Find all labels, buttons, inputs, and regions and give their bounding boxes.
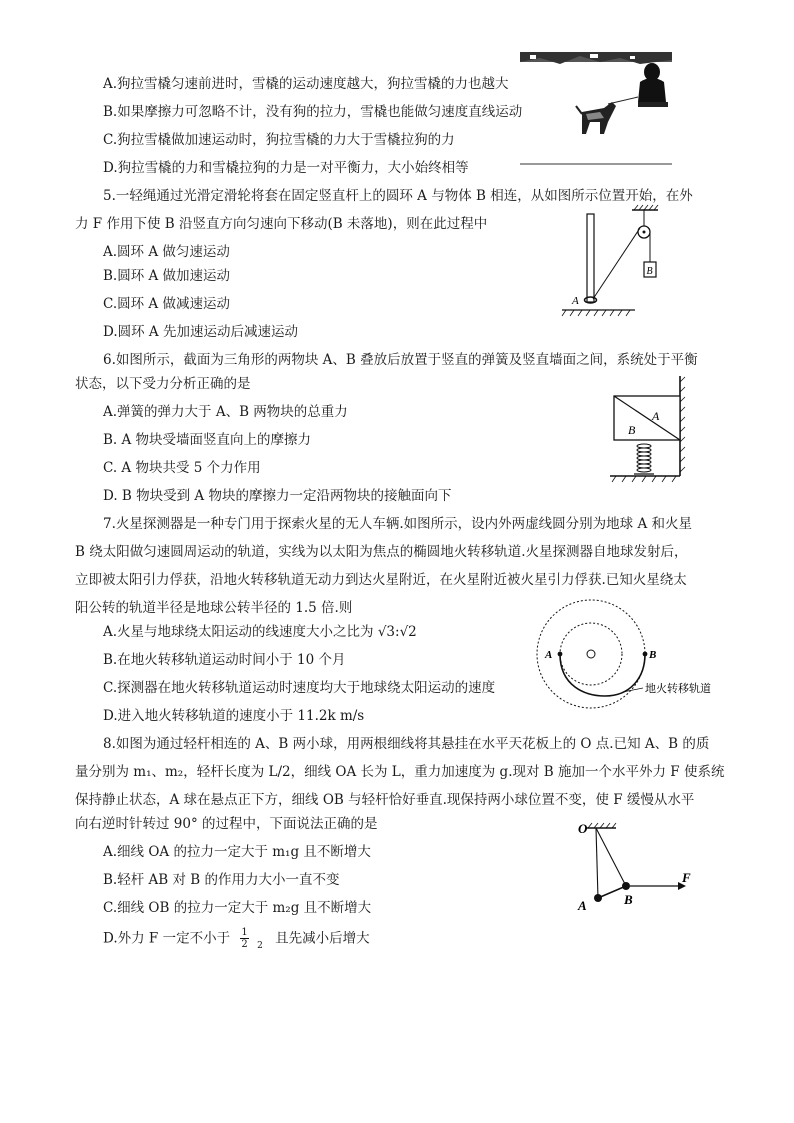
- pulley-label-a: A: [572, 295, 579, 307]
- fraction: [240, 928, 248, 950]
- q7-stem-line3: 立即被太阳引力俘获，沿地火转移轨道无动力到达火星附近，在火星附近被火星引力俘获.已知火星绕太: [75, 572, 687, 588]
- q5-stem-line2: 力 F 作用下使 B 沿竖直方向匀速向下移动(B 未落地)，则在此过程中: [75, 216, 488, 232]
- q8-stem-line1: 8.如图为通过轻杆相连的 A、B 两小球，用两根细线将其悬挂在水平天花板上的 O 点.已知 A、B 的质: [103, 736, 710, 752]
- q8-stem-line2: 量分别为 m₁、m₂，轻杆长度为 L/2，细线 OA 长为 L，重力加速度为 g.现对 B 施加一个水平外力 F 使系统: [75, 764, 725, 780]
- dog-sled-figure: [520, 52, 672, 142]
- q6-option-d: D. B 物块受到 A 物块的摩擦力一定沿两物块的接触面向下: [103, 488, 452, 504]
- q5-option-b: B.圆环 A 做加速运动: [103, 268, 231, 284]
- q5-option-d: D.圆环 A 先加速运动后减速运动: [103, 324, 298, 340]
- q7-stem-line4: 阳公转的轨道半径是地球公转半径的 1.5 倍.则: [75, 600, 353, 616]
- q8-option-d: [103, 928, 370, 951]
- q6-option-c: C. A 物块共受 5 个力作用: [103, 460, 261, 476]
- q8-option-d-before: D.外力 F 一定不小于: [103, 930, 231, 947]
- q8-stem-line3: 保持静止状态，A 球在悬点正下方，细线 OB 与轻杆恰好垂直.现保持两小球位置不变，使 F 缓慢从水平: [75, 792, 695, 808]
- q7-stem-line2: B 绕太阳做匀速圆周运动的轨道，实线为以太阳为焦点的椭圆地火转移轨道.火星探测器自地球发射后，: [75, 544, 688, 560]
- q4-option-d: D.狗拉雪橇的力和雪橇拉狗的力是一对平衡力，大小始终相等: [103, 160, 469, 176]
- q4-option-b: B.如果摩擦力可忽略不计，没有狗的拉力，雪橇也能做匀速度直线运动: [103, 104, 523, 120]
- orbit-figure: [535, 598, 730, 730]
- subscript: 2: [257, 940, 263, 951]
- q8-option-d-after: 且先减小后增大: [275, 930, 370, 947]
- rod-label-f: F: [682, 870, 691, 885]
- spring-blocks-figure: [608, 374, 688, 486]
- pulley-label-b: B: [646, 266, 653, 277]
- q6-option-a: A.弹簧的弹力大于 A、B 两物块的总重力: [103, 404, 348, 420]
- rod-label-b: B: [624, 892, 633, 907]
- pulley-figure: [560, 200, 685, 322]
- q8-option-c: C.细线 OB 的拉力一定大于 m₂g 且不断增大: [103, 900, 372, 916]
- q4-option-c: C.狗拉雪橇做加速运动时，狗拉雪橇的力大于雪橇拉狗的力: [103, 132, 455, 148]
- fraction-numerator: 1: [241, 927, 248, 938]
- q8-option-a: A.细线 OA 的拉力一定大于 m₁g 且不断增大: [103, 844, 371, 860]
- q8-stem-line4: 向右逆时针转过 90° 的过程中，下面说法正确的是: [75, 816, 378, 832]
- rod-balls-figure: [570, 816, 700, 916]
- q6-stem-line2: 状态，以下受力分析正确的是: [75, 376, 251, 392]
- q4-option-a: A.狗拉雪橇匀速前进时，雪橇的运动速度越大，狗拉雪橇的力也越大: [103, 76, 509, 92]
- q7-stem-line1: 7.火星探测器是一种专门用于探索火星的无人车辆.如图所示，设内外两虚线圆分别为地球 A 和火星: [103, 516, 693, 532]
- q7-option-a: A.火星与地球绕太阳运动的线速度大小之比为 √3:√2: [103, 624, 417, 640]
- q6-stem-line1: 6.如图所示，截面为三角形的两物块 A、B 叠放后放置于竖直的弹簧及竖直墙面之间，系统处于平衡: [103, 352, 698, 368]
- q5-option-a: A.圆环 A 做匀速运动: [103, 244, 230, 260]
- orbit-transfer-label: 地火转移轨道: [645, 682, 711, 695]
- q7-option-c: C.探测器在地火转移轨道运动时速度均大于地球绕太阳运动的速度: [103, 680, 496, 696]
- orbit-label-b: B: [649, 649, 657, 661]
- q8-option-b: B.轻杆 AB 对 B 的作用力大小一直不变: [103, 872, 340, 888]
- rod-label-o: O: [578, 821, 588, 836]
- q6-option-b: B. A 物块受墙面竖直向上的摩擦力: [103, 432, 312, 448]
- block-label-b: B: [628, 423, 636, 437]
- q5-stem-line1: 5.一轻绳通过光滑定滑轮将套在固定竖直杆上的圆环 A 与物体 B 相连，从如图所示位置开始，在外: [103, 188, 693, 204]
- q5-option-c: C.圆环 A 做减速运动: [103, 296, 230, 312]
- rod-label-a: A: [578, 898, 587, 913]
- fraction-denominator: 2: [241, 939, 248, 950]
- q7-option-d: D.进入地火转移轨道的速度小于 11.2k m/s: [103, 708, 365, 724]
- orbit-label-a: A: [545, 649, 553, 661]
- block-label-a: A: [652, 409, 660, 423]
- q7-option-b: B.在地火转移轨道运动时间小于 10 个月: [103, 652, 346, 668]
